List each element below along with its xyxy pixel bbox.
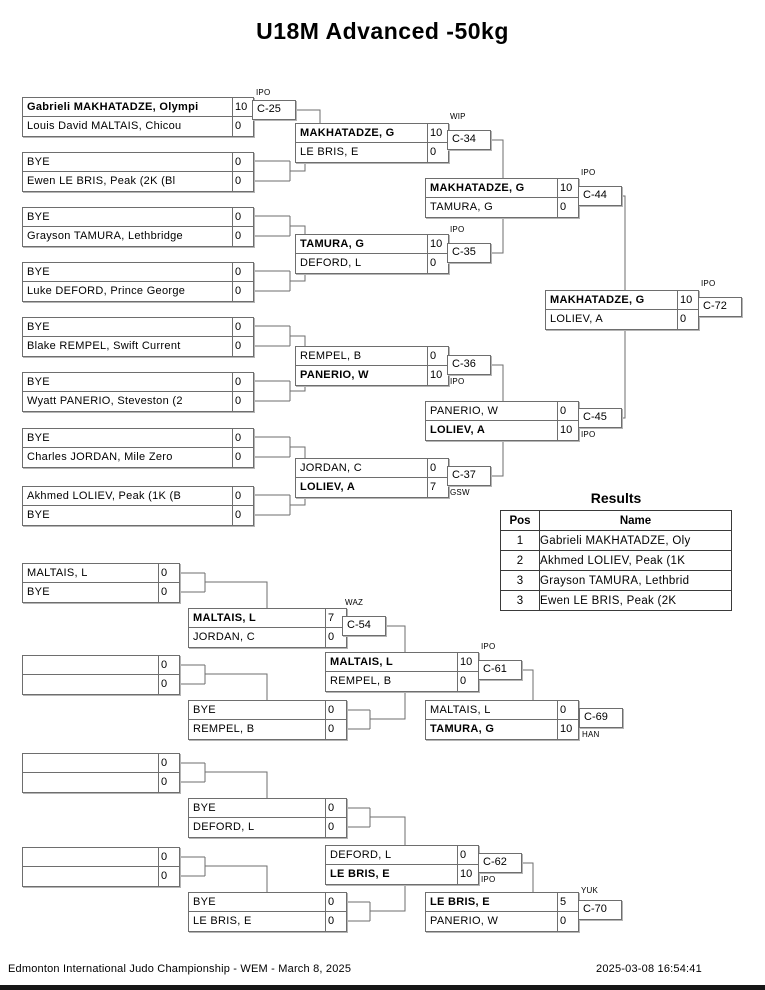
competitor-name (23, 867, 158, 886)
match-c45 (425, 401, 579, 441)
match-number: C-62 (478, 853, 522, 873)
competitor-name: LE BRIS, E (330, 868, 390, 880)
competitor-name (23, 675, 158, 694)
competitor-name: BYE (27, 586, 50, 598)
score: 10 (557, 179, 578, 197)
repechage-pair (22, 563, 180, 603)
results-title: Results (590, 490, 642, 506)
score: 0 (557, 912, 578, 931)
win-code: IPO (581, 168, 596, 177)
match-c70 (425, 892, 579, 932)
match-bye-pair (22, 262, 254, 302)
score: 0 (325, 720, 346, 739)
competitor-name: LOLIEV, A (550, 313, 604, 325)
bracket-connector (296, 110, 320, 123)
match-bye-pair (22, 372, 254, 412)
match-number: C-61 (478, 660, 522, 680)
repechage-pair (188, 798, 347, 838)
result-name: Gabrieli MAKHATADZE, Oly (540, 531, 732, 551)
competitor-name: LE BRIS, E (193, 915, 252, 927)
score: 0 (325, 701, 346, 719)
repechage-pair (22, 655, 180, 695)
score: 0 (232, 153, 253, 171)
competitor-name: Akhmed LOLIEV, Peak (1K (B (27, 490, 182, 502)
score: 0 (232, 487, 253, 505)
match-c44 (425, 178, 579, 218)
competitor-name: LE BRIS, E (430, 896, 490, 908)
match-c54 (188, 608, 347, 648)
competitor-name: JORDAN, C (300, 462, 362, 474)
match-c72-final (545, 290, 699, 330)
win-code: WIP (450, 112, 466, 121)
win-code: IPO (701, 279, 716, 288)
match-c37 (295, 458, 449, 498)
competitor-name: BYE (27, 509, 50, 521)
score: 0 (427, 347, 448, 365)
competitor-name: LOLIEV, A (430, 424, 486, 436)
score: 0 (158, 675, 179, 694)
match-c61 (325, 652, 479, 692)
result-pos: 3 (501, 571, 540, 591)
competitor-name: PANERIO, W (300, 369, 369, 381)
score: 0 (232, 506, 253, 525)
bracket-connector (178, 573, 267, 608)
win-code: IPO (481, 642, 496, 651)
competitor-name: Louis David MALTAIS, Chicou (27, 120, 182, 132)
score: 0 (325, 912, 346, 931)
score: 0 (158, 656, 179, 674)
result-pos: 3 (501, 591, 540, 611)
competitor-name: Wyatt PANERIO, Steveston (2 (27, 395, 183, 407)
competitor-name: BYE (27, 321, 50, 333)
timestamp: 2025-03-08 16:54:41 (596, 963, 702, 975)
score: 0 (158, 564, 179, 582)
competitor-name: Charles JORDAN, Mile Zero (27, 451, 173, 463)
match-bye-pair (22, 207, 254, 247)
match-number: C-45 (578, 408, 622, 428)
win-code: IPO (256, 88, 271, 97)
match-c69 (425, 700, 579, 740)
score: 10 (557, 421, 578, 440)
competitor-name: BYE (193, 896, 216, 908)
score: 0 (325, 628, 346, 647)
score: 0 (232, 392, 253, 411)
score: 0 (158, 754, 179, 772)
win-code: YUK (581, 886, 599, 895)
repechage-pair (22, 753, 180, 793)
bracket-connector (252, 437, 305, 458)
competitor-name: MALTAIS, L (430, 704, 491, 716)
repechage-pair (188, 892, 347, 932)
bracket-connector (252, 495, 305, 515)
competitor-name: BYE (27, 376, 50, 388)
score: 7 (325, 609, 346, 627)
competitor-name: LOLIEV, A (300, 481, 356, 493)
competitor-name: TAMURA, G (430, 723, 495, 735)
bracket-connector (345, 808, 405, 845)
competitor-name: MAKHATADZE, G (550, 294, 645, 306)
bracket-connector (616, 330, 625, 418)
competitor-name: BYE (193, 802, 216, 814)
score: 10 (427, 366, 448, 385)
match-bye-pair (22, 317, 254, 357)
results-table (500, 510, 732, 611)
match-number: C-44 (578, 186, 622, 206)
score: 0 (677, 310, 698, 329)
competitor-name (23, 773, 158, 792)
competitor-name: TAMURA, G (300, 238, 365, 250)
results-header-pos: Pos (501, 511, 540, 531)
bracket-connector (252, 216, 305, 236)
win-code: HAN (582, 730, 600, 739)
score: 0 (427, 254, 448, 273)
win-code: IPO (450, 377, 465, 386)
competitor-name: DEFORD, L (330, 849, 392, 861)
competitor-name: BYE (27, 266, 50, 278)
results-row (501, 551, 732, 571)
match-number: C-34 (447, 130, 491, 150)
results-header-row (501, 511, 732, 531)
competitor-name: Gabrieli MAKHATADZE, Olympi (27, 101, 199, 113)
score: 0 (158, 773, 179, 792)
score: 0 (232, 172, 253, 191)
competitor-name: Ewen LE BRIS, Peak (2K (Bl (27, 175, 176, 187)
score: 0 (158, 867, 179, 886)
results-row (501, 531, 732, 551)
score: 0 (232, 117, 253, 136)
results-header-name: Name (540, 511, 732, 531)
score: 10 (427, 235, 448, 253)
competitor-name: DEFORD, L (300, 257, 362, 269)
win-code: IPO (581, 430, 596, 439)
result-name: Akhmed LOLIEV, Peak (1K (540, 551, 732, 571)
score: 0 (557, 198, 578, 217)
match-c34 (295, 123, 449, 163)
competitor-name: Luke DEFORD, Prince George (27, 285, 186, 297)
score: 10 (232, 98, 253, 116)
match-bye-pair (22, 486, 254, 526)
score: 0 (557, 701, 578, 719)
competitor-name: Grayson TAMURA, Lethbridge (27, 230, 183, 242)
competitor-name: BYE (193, 704, 216, 716)
bracket-connector (178, 665, 267, 700)
competitor-name (23, 656, 158, 674)
score: 0 (427, 143, 448, 162)
score: 0 (232, 263, 253, 281)
score: 10 (457, 865, 478, 884)
bracket-connector (616, 196, 625, 290)
competitor-name: MALTAIS, L (27, 567, 88, 579)
results-row (501, 571, 732, 591)
match-number: C-36 (447, 355, 491, 375)
score: 10 (557, 720, 578, 739)
bracket-connector (252, 326, 305, 346)
competitor-name: BYE (27, 156, 50, 168)
win-code: IPO (481, 875, 496, 884)
score: 0 (325, 799, 346, 817)
win-code: IPO (450, 225, 465, 234)
competitor-name: JORDAN, C (193, 631, 255, 643)
page-bottom-bar (0, 985, 765, 990)
competitor-name: MAKHATADZE, G (300, 127, 395, 139)
score: 0 (158, 583, 179, 602)
result-pos: 2 (501, 551, 540, 571)
score: 0 (232, 318, 253, 336)
competitor-name: BYE (27, 211, 50, 223)
bracket-connector (252, 271, 305, 291)
score: 0 (232, 337, 253, 356)
competitor-name: PANERIO, W (430, 405, 499, 417)
match-c62 (325, 845, 479, 885)
score: 0 (457, 846, 478, 864)
competitor-name: TAMURA, G (430, 201, 493, 213)
score: 0 (232, 208, 253, 226)
competitor-name: MAKHATADZE, G (430, 182, 525, 194)
competitor-name: BYE (27, 432, 50, 444)
score: 7 (427, 478, 448, 497)
bracket-connector (345, 692, 405, 729)
bracket-connector (252, 161, 305, 181)
repechage-pair (188, 700, 347, 740)
repechage-pair (22, 847, 180, 887)
result-name: Grayson TAMURA, Lethbrid (540, 571, 732, 591)
bracket-connector (178, 857, 267, 892)
match-number: C-54 (342, 616, 386, 636)
match-number: C-35 (447, 243, 491, 263)
score: 0 (232, 227, 253, 246)
page-title: U18M Advanced -50kg (256, 18, 509, 44)
bracket-connector (345, 885, 405, 921)
match-number: C-70 (578, 900, 622, 920)
competitor-name: REMPEL, B (330, 675, 392, 687)
score: 10 (427, 124, 448, 142)
score: 0 (457, 672, 478, 691)
match-bye-pair (22, 152, 254, 192)
competitor-name (23, 754, 158, 772)
score: 0 (232, 448, 253, 467)
competitor-name: REMPEL, B (193, 723, 255, 735)
score: 0 (557, 402, 578, 420)
score: 10 (457, 653, 478, 671)
win-code: WAZ (345, 598, 364, 607)
score: 0 (232, 429, 253, 447)
win-code: GSW (450, 488, 470, 497)
event-footer: Edmonton International Judo Championship - WEM - March 8, 2025 (8, 963, 352, 975)
match-number: C-37 (447, 466, 491, 486)
match-bye-pair (22, 428, 254, 468)
score: 0 (325, 893, 346, 911)
competitor-name (23, 848, 158, 866)
match-c25 (22, 97, 254, 137)
competitor-name: Blake REMPEL, Swift Current (27, 340, 181, 352)
score: 0 (158, 848, 179, 866)
match-number: C-69 (579, 708, 623, 728)
competitor-name: PANERIO, W (430, 915, 499, 927)
score: 0 (232, 282, 253, 301)
match-number: C-72 (698, 297, 742, 317)
competitor-name: LE BRIS, E (300, 146, 359, 158)
result-name: Ewen LE BRIS, Peak (2K (540, 591, 732, 611)
match-c36 (295, 346, 449, 386)
result-pos: 1 (501, 531, 540, 551)
bracket-connector (178, 763, 267, 798)
results-row (501, 591, 732, 611)
score: 0 (427, 459, 448, 477)
score: 10 (677, 291, 698, 309)
score: 5 (557, 893, 578, 911)
competitor-name: MALTAIS, L (193, 612, 257, 624)
competitor-name: REMPEL, B (300, 350, 362, 362)
competitor-name: DEFORD, L (193, 821, 255, 833)
competitor-name: MALTAIS, L (330, 656, 394, 668)
score: 0 (325, 818, 346, 837)
score: 0 (232, 373, 253, 391)
match-number: C-25 (252, 100, 296, 120)
match-c35 (295, 234, 449, 274)
